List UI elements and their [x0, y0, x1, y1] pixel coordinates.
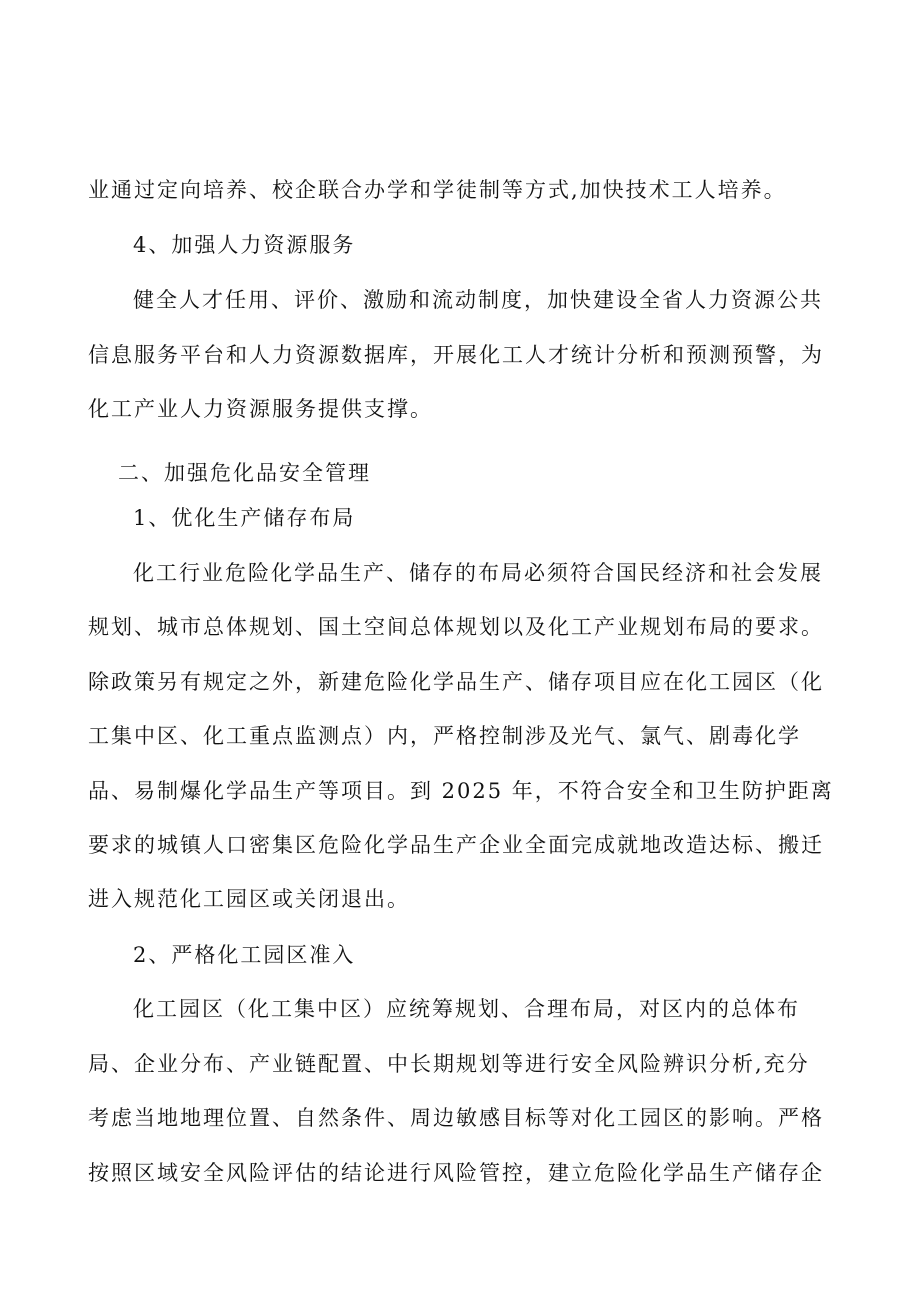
text-line-14: 进入规范化工园区或关闭退出。	[88, 887, 410, 911]
text-line-18: 考虑当地地理位置、自然条件、周边敏感目标等对化工园区的影响。严格	[88, 1106, 824, 1130]
chapter-heading-2: 二、加强危化品安全管理	[118, 461, 371, 485]
text-line-9: 规划、城市总体规划、国土空间总体规划以及化工产业规划布局的要求。	[88, 615, 824, 639]
text-line-3: 健全人才任用、评价、激励和流动制度，加快建设全省人力资源公共	[133, 288, 823, 312]
text-line-11: 工集中区、化工重点监测点）内，严格控制涉及光气、氯气、剧毒化学	[88, 724, 801, 748]
text-line-10: 除政策另有规定之外，新建危险化学品生产、储存项目应在化工园区（化	[88, 670, 824, 694]
section-heading-4: 4、加强人力资源服务	[133, 233, 356, 257]
text-line-16: 化工园区（化工集中区）应统筹规划、合理布局，对区内的总体布	[133, 997, 800, 1021]
section-heading-2: 2、严格化工园区准入	[133, 943, 356, 967]
text-line-19: 按照区域安全风险评估的结论进行风险管控，建立危险化学品生产储存企	[88, 1161, 824, 1185]
text-line-13: 要求的城镇人口密集区危险化学品生产企业全面完成就地改造达标、搬迁	[88, 833, 824, 857]
text-line-4: 信息服务平台和人力资源数据库，开展化工人才统计分析和预测预警，为	[88, 343, 824, 367]
text-line-1: 业通过定向培养、校企联合办学和学徒制等方式,加快技术工人培养。	[88, 178, 787, 202]
text-line-17: 局、企业分布、产业链配置、中长期规划等进行安全风险辨识分析,充分	[88, 1052, 810, 1076]
text-line-8: 化工行业危险化学品生产、储存的布局必须符合国民经济和社会发展	[133, 561, 823, 585]
text-line-12: 品、易制爆化学品生产等项目。到 2025 年，不符合安全和卫生防护距离	[88, 779, 834, 803]
section-heading-1: 1、优化生产储存布局	[133, 506, 356, 530]
text-line-5: 化工产业人力资源服务提供支撑。	[88, 397, 433, 421]
